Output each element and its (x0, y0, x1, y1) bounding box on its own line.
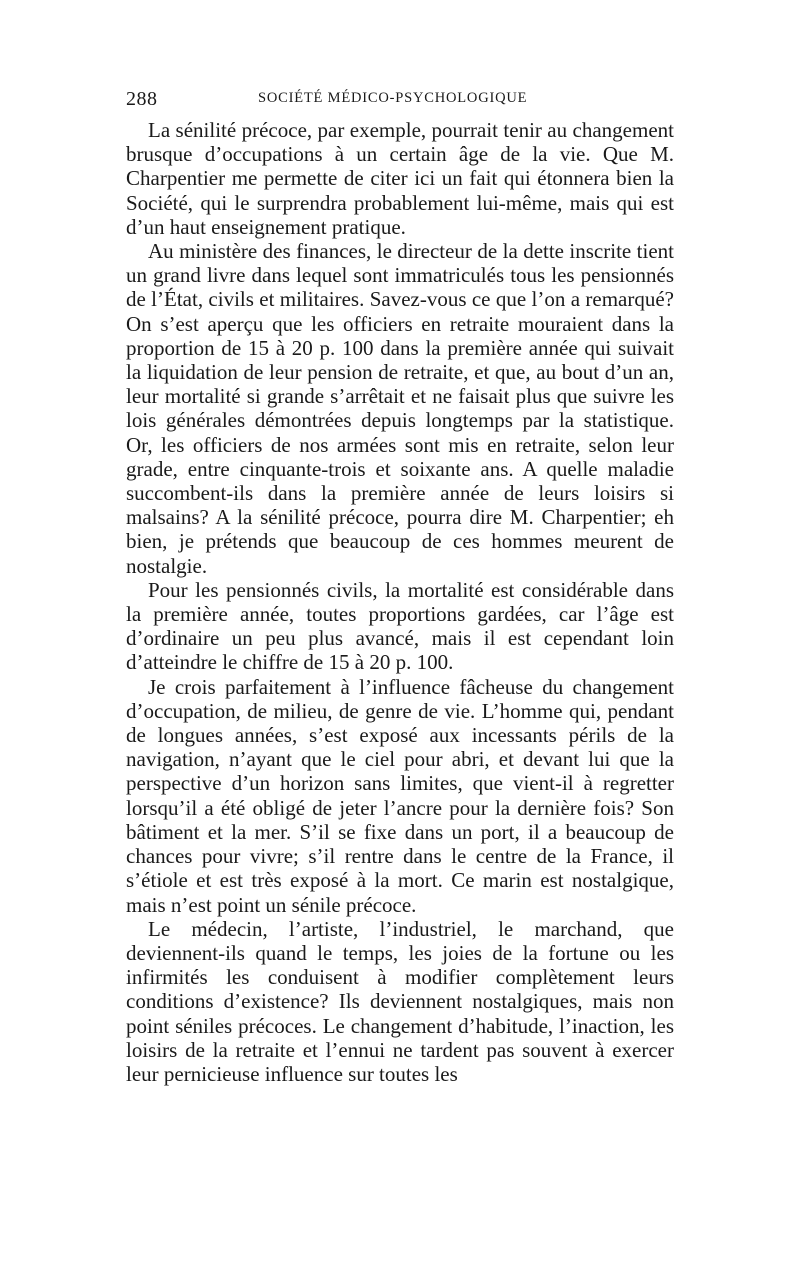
paragraph-2: Au ministère des finances, le directeur de la dette inscrite tient un grand livre dans lequel sont immatriculés tous les pensionnés de l’État, civils et militaires. Savez-vous ce que l’on a remarqué? On s’est aperçu que les officiers en retraite mouraient dans la proportion de 15 à 20 p. 100 dans la première année qui suivait la liquidation de leur pension de retraite, et que, au bout d’un an, leur mortalité si grande s’arrêtait et ne faisait plus que suivre les lois générales démontrées depuis longtemps par la statistique. Or, les officiers de nos armées sont mis en retraite, selon leur grade, entre cinquante-trois et soixante ans. A quelle maladie succombent-ils dans la première année de leurs loisirs si malsains? A la sénilité précoce, pourra dire M. Charpentier; eh bien, je prétends que beaucoup de ces hommes meurent de nostalgie. (126, 239, 674, 578)
page-number: 288 (126, 88, 158, 110)
running-title: SOCIÉTÉ MÉDICO-PSYCHOLOGIQUE (258, 90, 528, 106)
running-head (126, 88, 674, 118)
paragraph-4: Je crois parfaitement à l’influence fâcheuse du changement d’occupation, de milieu, de genre de vie. L’homme qui, pendant de longues années, s’est exposé aux incessants périls de la navigation, n’ayant que le ciel pour abri, et devant lui que la perspective d’un horizon sans limites, que vient-il à regretter lorsqu’il a été obligé de jeter l’ancre pour la dernière fois? Son bâtiment et la mer. S’il se fixe dans un port, il a beaucoup de chances pour vivre; s’il rentre dans le centre de la France, il s’étiole et est très exposé à la mort. Ce marin est nostalgique, mais n’est point un sénile précoce. (126, 674, 674, 917)
body-text (126, 118, 674, 1086)
paragraph-5: Le médecin, l’artiste, l’industriel, le marchand, que deviennent-ils quand le temps, les joies de la fortune ou les infirmités les conduisent à modifier complètement leurs conditions d’existence? Ils deviennent nostalgiques, mais non point séniles précoces. Le changement d’habitude, l’inaction, les loisirs de la retraite et l’ennui ne tardent pas souvent à exercer leur pernicieuse influence sur toutes les (126, 916, 674, 1086)
paragraph-3: Pour les pensionnés civils, la mortalité est considérable dans la première année, toutes proportions gardées, car l’âge est d’ordinaire un peu plus avancé, mais il est cependant loin d’atteindre le chiffre de 15 à 20 p. 100. (126, 577, 674, 675)
paragraph-1: La sénilité précoce, par exemple, pourrait tenir au changement brusque d’occupations à un certain âge de la vie. Que M. Charpentier me permette de citer ici un fait qui étonnera bien la Société, qui le surprendra probablement lui-même, mais qui est d’un haut enseignement pratique. (126, 118, 674, 239)
book-page (126, 88, 674, 1086)
